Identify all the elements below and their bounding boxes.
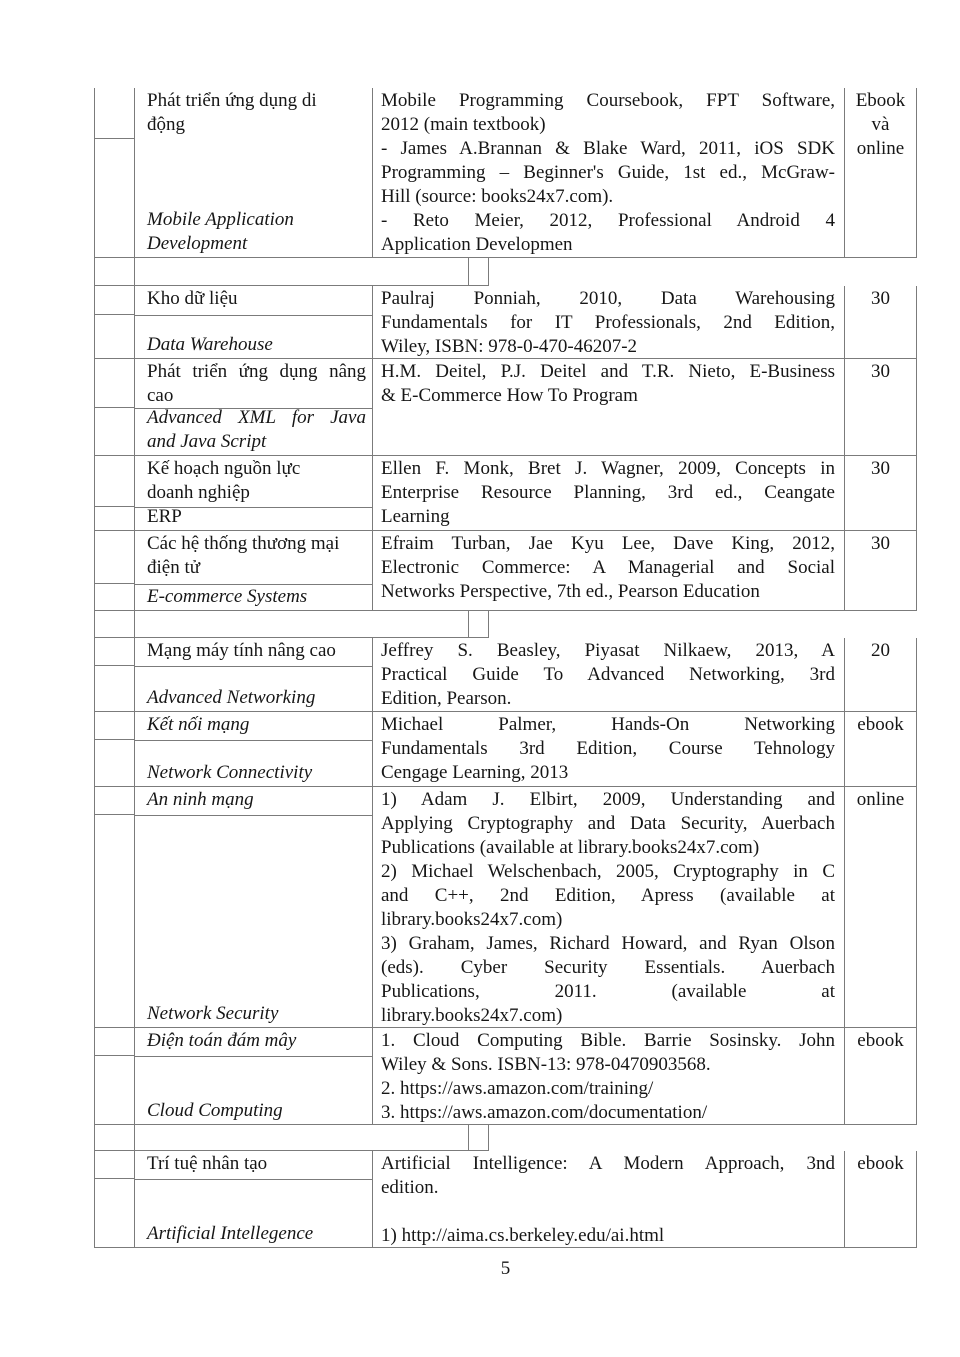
text-line: & E-Commerce How To Program bbox=[381, 385, 638, 406]
text-line: ERP bbox=[147, 508, 182, 527]
text-line: Kho dữ liệu bbox=[147, 288, 238, 309]
text-line: Networks Perspective, 7th ed., Pearson Education bbox=[381, 581, 760, 602]
text-line: 2. https://aws.amazon.com/training/ bbox=[381, 1078, 654, 1099]
course-row bbox=[94, 638, 917, 712]
index-column-cell bbox=[94, 787, 135, 1027]
text-line: Michael Palmer, Hands-On Networking bbox=[381, 714, 835, 735]
course-name-vietnamese bbox=[135, 88, 372, 137]
spacer-right-gap bbox=[489, 258, 917, 286]
textbook-cell bbox=[373, 787, 845, 1027]
format-value: và bbox=[871, 114, 890, 135]
text-line: Fundamentals 3rd Edition, Course Tehnology bbox=[381, 738, 835, 759]
format-cell bbox=[845, 456, 917, 530]
course-name-cell bbox=[135, 456, 373, 530]
index-column-cell bbox=[94, 712, 135, 786]
index-cell-bottom bbox=[95, 1179, 134, 1247]
spacer-row bbox=[94, 1125, 917, 1151]
format-cell bbox=[845, 531, 917, 610]
course-name-cell bbox=[135, 1028, 373, 1124]
text-line: Wiley, ISBN: 978-0-470-46207-2 bbox=[381, 336, 638, 357]
text-line: 3. https://aws.amazon.com/documentation/ bbox=[381, 1102, 708, 1123]
text-line: Data Warehouse bbox=[147, 334, 273, 355]
course-name-cell bbox=[135, 712, 373, 786]
index-cell-bottom bbox=[95, 740, 134, 786]
text-line: Network Connectivity bbox=[147, 762, 313, 783]
course-row bbox=[94, 1028, 917, 1125]
text-line: 1. Cloud Computing Bible. Barrie Sosinsky. John bbox=[381, 1030, 835, 1051]
course-name-english bbox=[135, 667, 372, 711]
text-line: Ellen F. Monk, Bret J. Wagner, 2009, Concepts in bbox=[381, 458, 835, 479]
format-value: online bbox=[856, 138, 905, 159]
text-line: (eds). Cyber Security Essentials. Auerbach bbox=[381, 957, 835, 978]
index-column-cell bbox=[94, 638, 135, 711]
index-cell-top bbox=[95, 359, 134, 408]
spacer-middle-cell bbox=[135, 611, 468, 638]
textbook-cell bbox=[373, 531, 845, 610]
index-column-cell bbox=[94, 456, 135, 530]
course-name-vietnamese bbox=[135, 1028, 372, 1057]
course-name-cell bbox=[135, 787, 373, 1027]
format-cell bbox=[845, 1028, 917, 1124]
course-row bbox=[94, 359, 917, 456]
course-row bbox=[94, 531, 917, 611]
text-line bbox=[381, 1200, 835, 1224]
format-cell bbox=[845, 638, 917, 711]
course-name-vietnamese bbox=[135, 712, 372, 741]
course-row bbox=[94, 787, 917, 1028]
text-line: Hill (source: books24x7.com). bbox=[381, 186, 614, 207]
course-name-english bbox=[135, 741, 372, 786]
format-value: Ebook bbox=[855, 90, 906, 111]
course-name-vietnamese bbox=[135, 1151, 372, 1180]
text-line: Kế hoạch nguồn lực bbox=[147, 458, 301, 479]
format-value: ebook bbox=[857, 1153, 904, 1174]
course-name-english bbox=[135, 316, 372, 358]
course-row bbox=[94, 456, 917, 531]
index-column-cell bbox=[94, 531, 135, 610]
course-name-english bbox=[135, 137, 372, 257]
text-line: An ninh mạng bbox=[147, 789, 254, 810]
text-line: Mobile Programming Coursebook, FPT Software, bbox=[381, 90, 835, 111]
format-cell bbox=[845, 88, 917, 257]
spacer-mini-cell bbox=[468, 258, 489, 286]
format-cell bbox=[845, 1151, 917, 1247]
text-line: 3) Graham, James, Richard Howard, and Ryan Olson bbox=[381, 933, 835, 954]
index-cell-bottom bbox=[95, 815, 134, 1027]
text-line: Efraim Turban, Jae Kyu Lee, Dave King, 2012, bbox=[381, 533, 835, 554]
page-number: 5 bbox=[500, 1258, 511, 1279]
textbook-cell bbox=[373, 1028, 845, 1124]
text-line: Trí tuệ nhân tạo bbox=[147, 1153, 268, 1174]
textbook-cell bbox=[373, 286, 845, 358]
index-cell-bottom bbox=[95, 584, 134, 610]
course-name-vietnamese bbox=[135, 456, 372, 508]
text-line: Network Security bbox=[147, 1003, 279, 1024]
format-value: 30 bbox=[871, 458, 890, 479]
text-line: E-commerce Systems bbox=[147, 586, 308, 607]
text-line: cao bbox=[147, 385, 174, 406]
text-line: 1) http://aima.cs.berkeley.edu/ai.html bbox=[381, 1225, 665, 1246]
index-column-cell bbox=[94, 286, 135, 358]
text-line: Mạng máy tính nâng cao bbox=[147, 640, 336, 661]
index-cell-top bbox=[95, 531, 134, 584]
index-column-cell bbox=[94, 359, 135, 455]
course-table bbox=[94, 88, 917, 1248]
textbook-cell bbox=[373, 712, 845, 786]
format-value: online bbox=[856, 789, 905, 810]
spacer-left-cell bbox=[94, 611, 135, 638]
index-column-cell bbox=[94, 1028, 135, 1124]
format-value: 30 bbox=[871, 361, 890, 382]
text-line: Publications, 2011. (available at bbox=[381, 981, 835, 1002]
course-name-vietnamese bbox=[135, 359, 372, 409]
text-line: Advanced Networking bbox=[147, 687, 316, 708]
textbook-cell bbox=[373, 456, 845, 530]
course-name-cell bbox=[135, 638, 373, 711]
text-line: Wiley & Sons. ISBN-13: 978-0470903568. bbox=[381, 1054, 711, 1075]
format-value: ebook bbox=[857, 714, 904, 735]
index-cell-top bbox=[95, 1151, 134, 1179]
text-line: 2) Michael Welschenbach, 2005, Cryptography in C bbox=[381, 861, 835, 882]
course-row bbox=[94, 88, 917, 258]
text-line: Application Developmen bbox=[381, 234, 573, 255]
course-name-english bbox=[135, 1180, 372, 1247]
spacer-mini-cell bbox=[468, 611, 489, 638]
index-cell-bottom bbox=[95, 507, 134, 530]
text-line: Jeffrey S. Beasley, Piyasat Nilkaew, 2013, A bbox=[381, 640, 835, 661]
textbook-cell bbox=[373, 359, 845, 455]
spacer-middle-cell bbox=[135, 258, 468, 286]
index-cell-top bbox=[95, 88, 134, 139]
format-value: 30 bbox=[871, 288, 890, 309]
course-name-cell bbox=[135, 531, 373, 610]
course-name-english bbox=[135, 1057, 372, 1124]
text-line: Programming – Beginner's Guide, 1st ed., McGraw- bbox=[381, 162, 835, 183]
text-line: Fundamentals for IT Professionals, 2nd Edition, bbox=[381, 312, 835, 333]
text-line: doanh nghiệp bbox=[147, 482, 250, 503]
text-line: Learning bbox=[381, 506, 450, 527]
index-column-cell bbox=[94, 88, 135, 257]
text-line: library.books24x7.com) bbox=[381, 1005, 563, 1026]
course-name-cell bbox=[135, 359, 373, 455]
course-row bbox=[94, 286, 917, 359]
index-cell-bottom bbox=[95, 1056, 134, 1124]
text-line: and Java Script bbox=[147, 431, 267, 452]
text-line: Development bbox=[147, 233, 248, 254]
index-cell-top bbox=[95, 787, 134, 815]
textbook-cell bbox=[373, 88, 845, 257]
format-cell bbox=[845, 286, 917, 358]
course-name-english bbox=[135, 409, 372, 455]
spacer-right-gap bbox=[489, 611, 917, 638]
text-line: Paulraj Ponniah, 2010, Data Warehousing bbox=[381, 288, 835, 309]
text-line: - Reto Meier, 2012, Professional Android 4 bbox=[381, 210, 835, 231]
format-cell bbox=[845, 787, 917, 1027]
text-line: động bbox=[147, 114, 185, 135]
format-value: 20 bbox=[871, 640, 890, 661]
spacer-row bbox=[94, 611, 917, 638]
text-line: Kết nối mạng bbox=[147, 714, 250, 735]
text-line: Mobile Application bbox=[147, 209, 294, 230]
course-row bbox=[94, 1151, 917, 1248]
text-line: điện tử bbox=[147, 557, 201, 578]
course-name-english bbox=[135, 508, 372, 530]
text-line: Publications (available at library.books24x7.com) bbox=[381, 837, 760, 858]
index-cell-bottom bbox=[95, 315, 134, 358]
text-line: Phát triển ứng dụng nâng bbox=[147, 361, 366, 382]
format-cell bbox=[845, 712, 917, 786]
text-line: library.books24x7.com) bbox=[381, 909, 563, 930]
course-name-vietnamese bbox=[135, 787, 372, 816]
course-name-vietnamese bbox=[135, 638, 372, 667]
text-line: H.M. Deitel, P.J. Deitel and T.R. Nieto, E-Business bbox=[381, 361, 835, 382]
course-name-vietnamese bbox=[135, 286, 372, 316]
text-line: Practical Guide To Advanced Networking, 3rd bbox=[381, 664, 835, 685]
format-cell bbox=[845, 359, 917, 455]
textbook-cell bbox=[373, 1151, 845, 1247]
text-line: Applying Cryptography and Data Security, Auerbach bbox=[381, 813, 835, 834]
spacer-right-gap bbox=[489, 1125, 917, 1151]
course-name-cell bbox=[135, 1151, 373, 1247]
index-cell-top bbox=[95, 712, 134, 740]
text-line: Phát triển ứng dụng di bbox=[147, 90, 317, 111]
course-name-english bbox=[135, 816, 372, 1027]
index-cell-bottom bbox=[95, 408, 134, 455]
text-line: Edition, Pearson. bbox=[381, 688, 512, 709]
text-line: Các hệ thống thương mại bbox=[147, 533, 340, 554]
course-name-english bbox=[135, 585, 372, 610]
text-line: and C++, 2nd Edition, Apress (available at bbox=[381, 885, 835, 906]
text-line: Artificial Intellegence bbox=[147, 1223, 314, 1244]
text-line: - James A.Brannan & Blake Ward, 2011, iOS SDK bbox=[381, 138, 835, 159]
index-cell-top bbox=[95, 286, 134, 315]
text-line: 1) Adam J. Elbirt, 2009, Understanding and bbox=[381, 789, 835, 810]
format-value: 30 bbox=[871, 533, 890, 554]
spacer-left-cell bbox=[94, 258, 135, 286]
index-column-cell bbox=[94, 1151, 135, 1247]
text-line: Electronic Commerce: A Managerial and Social bbox=[381, 557, 835, 578]
index-cell-top bbox=[95, 1028, 134, 1056]
index-cell-top bbox=[95, 638, 134, 666]
text-line: Advanced XML for Java bbox=[147, 409, 366, 428]
text-line: edition. bbox=[381, 1177, 439, 1198]
spacer-mini-cell bbox=[468, 1125, 489, 1151]
spacer-middle-cell bbox=[135, 1125, 468, 1151]
course-name-vietnamese bbox=[135, 531, 372, 585]
spacer-left-cell bbox=[94, 1125, 135, 1151]
spacer-row bbox=[94, 258, 917, 286]
text-line: 2012 (main textbook) bbox=[381, 114, 546, 135]
index-cell-bottom bbox=[95, 666, 134, 711]
textbook-cell bbox=[373, 638, 845, 711]
text-line: Cloud Computing bbox=[147, 1100, 283, 1121]
text-line: Cengage Learning, 2013 bbox=[381, 762, 569, 783]
format-value: ebook bbox=[857, 1030, 904, 1051]
course-name-cell bbox=[135, 88, 373, 257]
course-row bbox=[94, 712, 917, 787]
text-line: Artificial Intelligence: A Modern Approach, 3nd bbox=[381, 1153, 835, 1174]
course-name-cell bbox=[135, 286, 373, 358]
index-cell-bottom bbox=[95, 139, 134, 257]
index-cell-top bbox=[95, 456, 134, 507]
text-line: Điện toán đám mây bbox=[147, 1030, 297, 1051]
text-line: Enterprise Resource Planning, 3rd ed., Ceangate bbox=[381, 482, 835, 503]
